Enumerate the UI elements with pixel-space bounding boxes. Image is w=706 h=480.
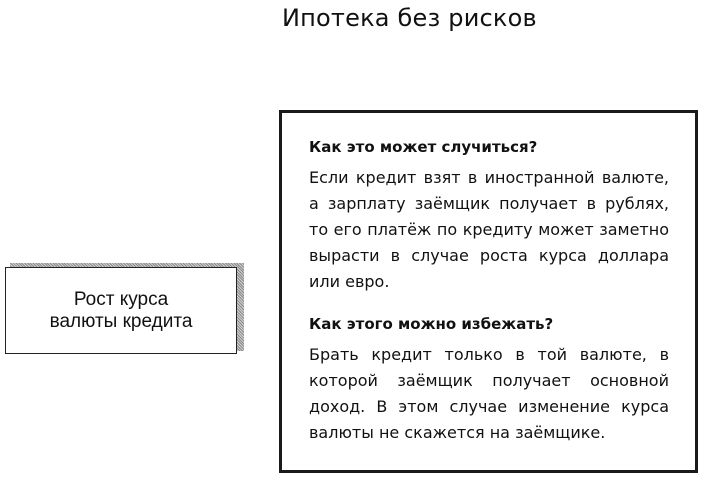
- page-title: Ипотека без рисков: [282, 4, 537, 32]
- info-box: [279, 110, 698, 473]
- section-divider-space: [309, 295, 669, 314]
- question-how-happens: Как это может случиться?: [309, 138, 538, 156]
- risk-label-line2: валюты кредита: [49, 310, 193, 332]
- risk-label-line1: Рост курса: [73, 288, 169, 310]
- answer-how-avoid: Брать кредит только в той валюте, в которой заёмщик получает основной доход. В этом случае изменение курса валюты не скажется на заёмщике.: [309, 345, 669, 442]
- risk-box: [5, 267, 237, 354]
- answer-how-happens: Если кредит взят в иностранной валюте, а зарплату заёмщик получает в рублях, то его платёж по кредиту может заметно вырасти в случае роста курса доллара или евро.: [309, 168, 669, 291]
- question-how-avoid: Как этого можно избежать?: [309, 315, 554, 333]
